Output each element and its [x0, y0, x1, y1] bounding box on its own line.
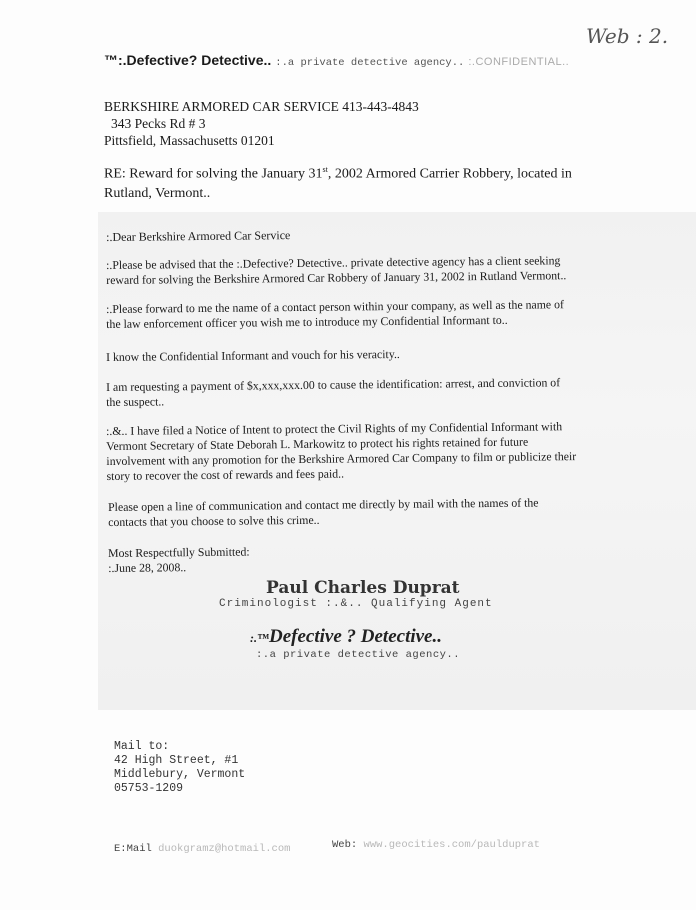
email-label: E:Mail — [114, 843, 152, 855]
mailing-label: Mail to: — [114, 740, 170, 753]
paragraph-line: :.Please be advised that the :.Defective? Detective.. private detective agency has a client seeking — [106, 253, 561, 272]
mailing-address — [114, 740, 245, 796]
agency-name: ™:.Defective? Detective.. — [104, 52, 272, 68]
recipient-block — [104, 98, 419, 149]
confidential-mark: :.CONFIDENTIAL.. — [468, 56, 570, 68]
paragraph-line: the suspect.. — [106, 394, 165, 409]
subject-ordinal: st — [322, 165, 328, 174]
signature-brand — [250, 626, 442, 648]
email-link[interactable]: duokgramz@hotmail.com — [158, 843, 291, 855]
paragraph-1 — [106, 252, 696, 288]
handwritten-page-note: Web : 2. — [586, 24, 669, 48]
letterhead — [104, 52, 569, 70]
closing-block — [108, 545, 250, 576]
recipient-street: 343 Pecks Rd # 3 — [111, 116, 206, 131]
signer-title: Criminologist :.&.. Qualifying Agent — [219, 598, 493, 610]
paragraph-6 — [108, 494, 696, 530]
mailing-street: 42 High Street, #1 — [114, 754, 239, 767]
salutation: :.Dear Berkshire Armored Car Service — [106, 228, 291, 244]
paragraph-line: I am requesting a payment of $x,xxx,xxx.00 to cause the identification: arrest, and conviction of — [106, 375, 561, 394]
brand-tagline: :.a private detective agency.. — [256, 649, 461, 661]
paragraph-line: :.&.. I have filed a Notice of Intent to protect the Civil Rights of my Confidential Informant with — [106, 419, 563, 438]
paragraph-line: I know the Confidential Informant and vouch for his veracity.. — [106, 346, 400, 364]
brand-prefix: :.™ — [250, 631, 269, 645]
paragraph-2 — [106, 296, 696, 332]
paragraph-line: story to recover the cost of rewards and fees paid.. — [106, 466, 345, 483]
mailing-zip: 05753-1209 — [114, 782, 184, 795]
paragraph-line: contacts that you choose to solve this crime.. — [108, 512, 320, 529]
brand-name: Defective ? Detective.. — [269, 626, 442, 647]
paragraph-4 — [106, 374, 696, 410]
paragraph-line: Vermont Secretary of State Deborah L. Markowitz to protect his rights retained for future — [106, 434, 529, 453]
closing-text: Most Respectfully Submitted: — [108, 544, 250, 560]
subject-line-2: Rutland, Vermont.. — [104, 185, 211, 201]
paragraph-5 — [106, 418, 696, 484]
web-footer — [332, 839, 540, 851]
subject-block — [104, 160, 572, 203]
agency-tagline: :.a private detective agency.. — [275, 57, 465, 69]
web-label: Web: — [332, 839, 358, 851]
letter-date: :.June 28, 2008.. — [108, 560, 187, 575]
recipient-name-phone: BERKSHIRE ARMORED CAR SERVICE 413-443-4843 — [104, 99, 419, 114]
paragraph-line: Please open a line of communication and contact me directly by mail with the names of the — [108, 495, 539, 514]
paragraph-line: involvement with any promotion for the Berkshire Armored Car Company to film or publicize their — [106, 449, 577, 468]
email-footer — [114, 843, 290, 855]
paragraph-line: reward for solving the Berkshire Armored Car Robbery of January 31, 2002 in Rutland Vermont.. — [106, 268, 567, 287]
paragraph-line: :.Please forward to me the name of a contact person within your company, as well as the name of — [106, 297, 564, 316]
paragraph-line: the law enforcement officer you wish me to introduce my Confidential Informant to.. — [106, 312, 508, 331]
recipient-city: Pittsfield, Massachusetts 01201 — [104, 133, 275, 148]
subject-line-1: RE: Reward for solving the January 31 — [104, 166, 323, 182]
subject-line-1-end: , 2002 Armored Carrier Robbery, located in — [327, 166, 572, 182]
mailing-city: Middlebury, Vermont — [114, 768, 246, 781]
signer-name: Paul Charles Duprat — [266, 578, 460, 598]
web-link[interactable]: www.geocities.com/paulduprat — [363, 839, 540, 851]
